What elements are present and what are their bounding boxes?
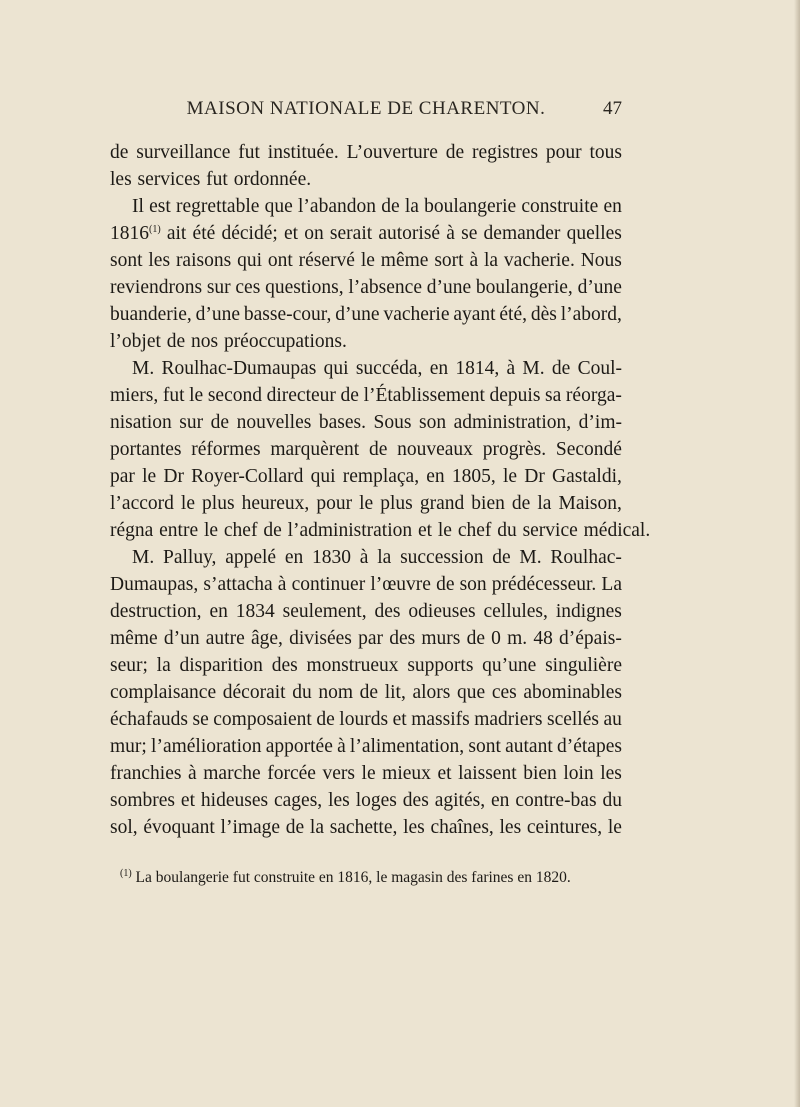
word: le	[361, 763, 376, 784]
text-line	[110, 490, 622, 517]
word: bien	[471, 493, 505, 514]
word: tous	[589, 142, 622, 163]
word: préoccupations.	[223, 331, 347, 352]
word: de	[511, 493, 531, 514]
word: le	[203, 520, 219, 541]
word: à	[359, 547, 369, 568]
word: administration,	[453, 412, 572, 433]
word: agités,	[434, 790, 486, 811]
word: de	[263, 520, 282, 541]
word: raisons	[175, 250, 232, 271]
word: l’image	[220, 817, 281, 838]
word: la	[156, 655, 171, 676]
word: qui	[323, 358, 349, 379]
word: ordonnée.	[233, 169, 312, 190]
word: heureux,	[241, 493, 310, 514]
word: de	[436, 574, 455, 595]
word: le	[607, 817, 622, 838]
word: loges	[355, 790, 397, 811]
word: fut	[206, 169, 228, 190]
word: scellés	[546, 709, 599, 730]
word: les	[403, 817, 425, 838]
word: alors	[412, 682, 451, 703]
word: chef	[223, 520, 258, 541]
word: chaînes,	[430, 817, 494, 838]
word: les	[328, 790, 350, 811]
text-line	[110, 733, 622, 760]
word: Gastaldi,	[552, 466, 622, 487]
word: on	[304, 223, 324, 244]
footnote	[120, 867, 620, 889]
word: par	[110, 466, 135, 487]
word: de	[166, 331, 186, 352]
word: contre-bas	[515, 790, 597, 811]
text-line	[110, 463, 622, 490]
word: médical.	[583, 520, 651, 541]
text-line	[110, 193, 622, 220]
word: vacherie	[383, 304, 450, 325]
word: complaisance	[110, 682, 217, 703]
word: des	[271, 655, 298, 676]
word: l’alimentation,	[349, 736, 465, 757]
word: laissent	[458, 763, 517, 784]
word: mieux	[382, 763, 431, 784]
word: appelé	[225, 547, 277, 568]
word: sur	[179, 412, 204, 433]
text-line	[110, 220, 622, 247]
word: été	[192, 223, 216, 244]
page-number: 47	[603, 98, 622, 119]
word: depuis	[489, 385, 541, 406]
word: le	[180, 493, 195, 514]
word: le	[360, 250, 375, 271]
word: 48	[533, 628, 553, 649]
word: nouveaux	[397, 439, 473, 460]
word: service	[522, 520, 578, 541]
word: l’amélioration	[151, 736, 262, 757]
word: la	[309, 817, 324, 838]
word: le	[437, 520, 452, 541]
word: de	[110, 142, 129, 163]
word: à	[446, 223, 455, 244]
word: d’un	[163, 628, 200, 649]
word: d’une	[335, 304, 380, 325]
word: Roulhac-Dumaupas	[161, 358, 317, 379]
word: M.	[522, 358, 545, 379]
word: dès	[530, 304, 557, 325]
word: Palluy,	[162, 547, 217, 568]
text-line	[110, 760, 622, 787]
word: pour	[545, 142, 582, 163]
word: Il	[132, 196, 144, 217]
word: composaient	[213, 709, 312, 730]
word: 1814,	[455, 358, 500, 379]
word: réservé	[298, 250, 355, 271]
text-line	[110, 301, 622, 328]
word: mur;	[110, 736, 147, 757]
word: ces	[235, 277, 261, 298]
word: par	[358, 628, 383, 649]
word: progrès.	[482, 439, 547, 460]
word: à	[188, 763, 197, 784]
word: été,	[499, 304, 528, 325]
word: bases.	[318, 412, 366, 433]
word: de	[285, 817, 305, 838]
word: âge,	[250, 628, 283, 649]
word: services	[137, 169, 201, 190]
word: de	[210, 412, 230, 433]
text-line	[110, 139, 622, 166]
text-line	[110, 706, 622, 733]
word: d’im-	[578, 412, 622, 433]
word: même	[110, 628, 158, 649]
word: les	[600, 763, 622, 784]
text-line	[110, 598, 622, 625]
word: et	[283, 223, 299, 244]
word: hideuses	[200, 790, 269, 811]
word: que	[264, 196, 293, 217]
word: la	[377, 547, 392, 568]
word: 1805,	[451, 466, 496, 487]
word: sort	[434, 250, 464, 271]
word: loin	[563, 763, 594, 784]
word: Dr	[163, 466, 184, 487]
word: boulangerie,	[475, 277, 573, 298]
word: chef	[457, 520, 492, 541]
word: d’une	[426, 277, 472, 298]
word: de	[551, 358, 571, 379]
word: quelles	[566, 223, 622, 244]
word: m.	[507, 628, 528, 649]
word: d’une	[195, 304, 241, 325]
word: le	[189, 385, 204, 406]
word: qu’une	[482, 655, 537, 676]
word: au	[603, 709, 622, 730]
word: à	[277, 574, 287, 595]
word: miers,	[110, 385, 159, 406]
word: nouvelles	[236, 412, 312, 433]
word: la	[537, 493, 552, 514]
word: Dumaupas,	[110, 574, 199, 595]
word: d’une	[577, 277, 622, 298]
word: entre	[159, 520, 199, 541]
word: pour	[316, 493, 353, 514]
word: qui	[237, 250, 262, 271]
word: de	[340, 385, 359, 406]
word: du	[602, 790, 622, 811]
text-line	[110, 328, 622, 355]
word: M.	[132, 547, 155, 568]
word: de	[316, 709, 335, 730]
word: et	[437, 763, 452, 784]
body-text	[110, 139, 651, 841]
word: portantes	[110, 439, 182, 460]
word: sur	[206, 277, 231, 298]
word: ces	[491, 682, 517, 703]
text-line	[110, 544, 622, 571]
word: l’administration	[287, 520, 413, 541]
word: second	[207, 385, 262, 406]
text-line	[110, 274, 622, 301]
word: sombres	[110, 790, 175, 811]
word: sol,	[110, 817, 138, 838]
word: son	[459, 574, 487, 595]
word: et	[392, 709, 407, 730]
word: de	[381, 196, 400, 217]
word: que	[457, 682, 486, 703]
word: vacherie.	[503, 250, 575, 271]
word: L’ouverture	[346, 142, 438, 163]
word: en	[284, 547, 304, 568]
word: qui	[310, 466, 336, 487]
word: décorait	[222, 682, 286, 703]
word: évoquant	[143, 817, 215, 838]
text-line	[110, 625, 622, 652]
word: La	[601, 574, 622, 595]
footnote-mark: (1)	[120, 867, 132, 879]
word: nos	[191, 331, 219, 352]
word: son	[418, 412, 447, 433]
word: cellules,	[483, 601, 548, 622]
word: des	[374, 601, 401, 622]
word: odieuses	[408, 601, 476, 622]
word: succession	[400, 547, 484, 568]
word: prédécesseur.	[491, 574, 597, 595]
word: divisées	[289, 628, 352, 649]
word: murs	[421, 628, 461, 649]
word: plus	[380, 493, 413, 514]
word: instituée.	[267, 142, 339, 163]
word: construite	[521, 196, 599, 217]
word: boulangerie	[424, 196, 517, 217]
word: ont	[267, 250, 293, 271]
word: en	[603, 196, 622, 217]
word: d’étapes	[556, 736, 622, 757]
page-edge-shadow	[794, 0, 800, 1107]
word: réformes	[191, 439, 261, 460]
word: M.	[519, 547, 542, 568]
word: 1816(1)	[110, 223, 161, 244]
running-title: MAISON NATIONALE DE CHARENTON.	[186, 98, 546, 119]
word: des	[389, 628, 416, 649]
word: monstrueux	[306, 655, 399, 676]
word: singulière	[545, 655, 622, 676]
word: reviendrons	[110, 277, 203, 298]
word: et	[417, 520, 433, 541]
word: massifs	[411, 709, 470, 730]
word: de	[359, 682, 379, 703]
text-line	[110, 409, 622, 436]
word: décidé;	[221, 223, 278, 244]
text-line	[110, 382, 622, 409]
word: regrettable	[176, 196, 260, 217]
word: les	[148, 250, 171, 271]
word: en	[491, 790, 510, 811]
word: sont	[468, 736, 501, 757]
word: échafauds	[110, 709, 188, 730]
word: le	[359, 493, 374, 514]
word: serait	[329, 223, 373, 244]
word: se	[461, 223, 478, 244]
word: l’objet	[110, 331, 161, 352]
word: et	[180, 790, 195, 811]
text-line	[110, 652, 622, 679]
word: l’œuvre	[370, 574, 431, 595]
word: est	[149, 196, 171, 217]
word: M.	[132, 358, 155, 379]
text-line	[110, 247, 622, 274]
word: Maison,	[558, 493, 622, 514]
word: registres	[471, 142, 539, 163]
word: marche	[203, 763, 261, 784]
word: à	[506, 358, 516, 379]
word: l’absence	[348, 277, 422, 298]
word: nom	[318, 682, 354, 703]
word: la	[404, 196, 419, 217]
text-line	[110, 436, 622, 463]
word: cages,	[274, 790, 323, 811]
word: de	[466, 628, 485, 649]
word: lourds	[339, 709, 389, 730]
word: demander	[483, 223, 561, 244]
word: 1830	[312, 547, 352, 568]
text-line	[110, 166, 622, 193]
word: la	[483, 250, 499, 271]
word: à	[337, 736, 346, 757]
word: du	[292, 682, 312, 703]
word: autre	[205, 628, 245, 649]
word: en	[426, 466, 445, 487]
word: nisation	[110, 412, 172, 433]
footnote-text: La boulangerie fut construite en 1816, le magasin des farines en 1820.	[135, 869, 571, 886]
word: buanderie,	[110, 304, 192, 325]
word: sa	[545, 385, 562, 406]
word: Dr	[524, 466, 545, 487]
word: lit,	[384, 682, 406, 703]
word: plus	[202, 493, 235, 514]
word: réorga-	[565, 385, 622, 406]
word: les	[110, 169, 132, 190]
word: franchies	[110, 763, 182, 784]
word: l’Établissement	[363, 385, 485, 406]
word: l’abord,	[560, 304, 622, 325]
text-line	[110, 517, 651, 544]
word: sont	[110, 250, 143, 271]
word: basse-cour,	[243, 304, 332, 325]
word: marquèrent	[270, 439, 360, 460]
word: indignes	[555, 601, 622, 622]
word: questions,	[265, 277, 344, 298]
word: succéda,	[355, 358, 423, 379]
word: ait	[166, 223, 187, 244]
word: abominables	[523, 682, 622, 703]
text-line	[110, 814, 622, 841]
word: du	[497, 520, 517, 541]
word: directeur	[266, 385, 336, 406]
word: régna	[110, 520, 154, 541]
word: ceintures,	[526, 817, 603, 838]
word: de	[445, 142, 465, 163]
word: forcée	[267, 763, 316, 784]
word: destruction,	[110, 601, 202, 622]
word: le	[502, 466, 518, 487]
word: le	[142, 466, 157, 487]
word: à	[469, 250, 479, 271]
word: en	[429, 358, 449, 379]
word: de	[492, 547, 511, 568]
text-line	[110, 679, 622, 706]
running-head	[110, 98, 622, 128]
word: fut	[162, 385, 185, 406]
word: supports	[407, 655, 474, 676]
word: seulement,	[282, 601, 367, 622]
word: vers	[322, 763, 355, 784]
word: madriers	[474, 709, 543, 730]
word: Roulhac-	[550, 547, 622, 568]
word: les	[499, 817, 522, 838]
word: surveillance	[136, 142, 231, 163]
word: apportée	[265, 736, 333, 757]
word: même	[380, 250, 429, 271]
word: l’abandon	[298, 196, 376, 217]
word: en	[209, 601, 228, 622]
word: Nous	[580, 250, 622, 271]
word: Secondé	[555, 439, 622, 460]
text-line	[110, 787, 622, 814]
word: autant	[505, 736, 553, 757]
word: bien	[523, 763, 557, 784]
word: Sous	[373, 412, 412, 433]
word: sachette,	[329, 817, 398, 838]
word: disparition	[179, 655, 263, 676]
word: remplaça,	[342, 466, 420, 487]
word: d’épais-	[559, 628, 622, 649]
text-line	[110, 571, 622, 598]
word: seur;	[110, 655, 148, 676]
word: autorisé	[378, 223, 441, 244]
word: continuer	[291, 574, 366, 595]
word: 0	[491, 628, 501, 649]
word: fut	[238, 142, 260, 163]
word: 1834	[235, 601, 275, 622]
word: l’accord	[110, 493, 174, 514]
word: des	[402, 790, 429, 811]
word: se	[192, 709, 209, 730]
word: grand	[419, 493, 465, 514]
word: de	[368, 439, 388, 460]
word: s’attacha	[203, 574, 273, 595]
word: Coul-	[577, 358, 622, 379]
text-line	[110, 355, 622, 382]
word: ayant	[453, 304, 496, 325]
word: Royer-Collard	[191, 466, 304, 487]
